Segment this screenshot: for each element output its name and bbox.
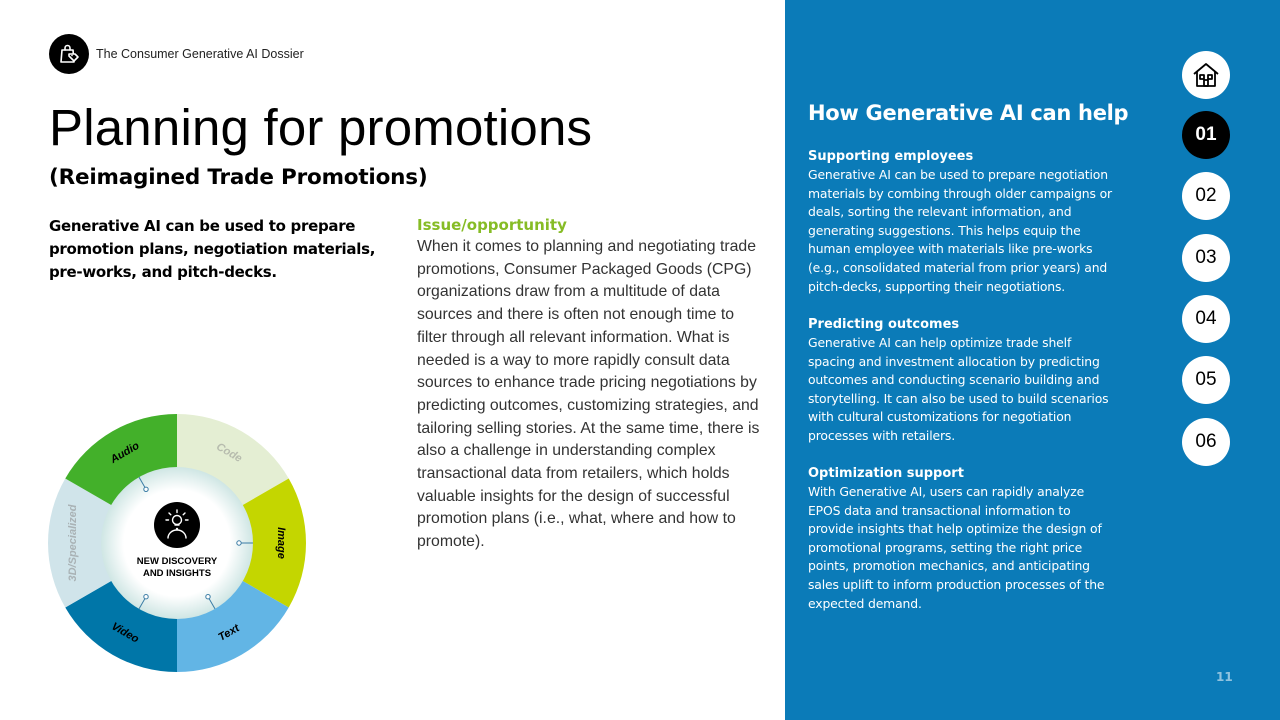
section-heading: Supporting employees: [808, 149, 974, 164]
wheel-svg: [48, 414, 306, 672]
nav-item-05[interactable]: 05: [1182, 356, 1230, 404]
shopping-bag-tag-icon: [49, 34, 89, 74]
section-body: Generative AI can help optimize trade shelf spacing and investment allocation by predicting outcomes and conducting scenario building and storytelling. It can also be used to build scenarios with cultural customizations for negotiation processes with retailers.: [808, 335, 1109, 443]
wheel-label-audio: Audio: [108, 439, 142, 466]
panel-section-optimization-support: [808, 465, 1118, 613]
wheel-center-label-2: AND INSIGHTS: [142, 568, 212, 579]
home-icon: [1192, 62, 1220, 88]
panel-title: How Generative AI can help: [808, 101, 1129, 125]
section-body: With Generative AI, users can rapidly analyze EPOS data and transactional information to provide insights that help optimize the design of promotional programs, setting the right price points, promotion mechanics, and anticipating sales uplift to inform production processes of the expected demand.: [808, 484, 1105, 611]
section-heading: Optimization support: [808, 466, 964, 481]
issue-opportunity: [417, 215, 767, 554]
nav-item-04[interactable]: 04: [1182, 295, 1230, 343]
document-header: [49, 34, 304, 74]
page-subtitle: (Reimagined Trade Promotions): [49, 165, 428, 190]
generative-ai-modalities-wheel: [48, 414, 306, 672]
section-heading: Predicting outcomes: [808, 317, 960, 332]
wheel-label-image: Image: [275, 527, 288, 559]
wheel-label-3d-specialized: 3D/Specialized: [66, 504, 79, 582]
issue-heading: Issue/opportunity: [417, 216, 567, 234]
home-button[interactable]: [1182, 51, 1230, 99]
nav-item-03[interactable]: 03: [1182, 234, 1230, 282]
wheel-connector-dot: [144, 487, 148, 491]
wheel-label-code: Code: [214, 440, 244, 465]
page-title: Planning for promotions: [49, 99, 593, 156]
wheel-connector-dot: [144, 594, 148, 598]
section-body: Generative AI can be used to prepare negotiation materials by combing through older campaigns or deals, sorting the relevant information, and generating suggestions. This helps equip the human employee with materials like pre-works (e.g., consolidated material from prior years) and pitch-decks, supporting their negotiations.: [808, 167, 1112, 294]
panel-section-predicting-outcomes: [808, 316, 1118, 446]
nav-item-02[interactable]: 02: [1182, 172, 1230, 220]
wheel-connector-dot: [237, 541, 241, 545]
issue-body: When it comes to planning and negotiating trade promotions, Consumer Packaged Goods (CPG) organizations draw from a multitude of data sources and there is often not enough time to filter through all relevant information. What is needed is a way to more rapidly consult data sources to enhance trade pricing negotiations by predicting outcomes, customizing strategies, and tailoring selling stories. At the same time, there is also a challenge in understanding complex transactional data from retailers, which holds valuable insights for the design of successful promotion plans (i.e., what, where and how to promote).: [417, 238, 760, 551]
nav-item-06[interactable]: 06: [1182, 418, 1230, 466]
page-number: 11: [1216, 670, 1233, 684]
nav-item-01[interactable]: 01: [1182, 111, 1230, 159]
wheel-connector-dot: [206, 594, 210, 598]
document-title: The Consumer Generative AI Dossier: [96, 47, 304, 61]
panel-section-supporting-employees: [808, 148, 1118, 296]
wheel-center-label-1: NEW DISCOVERY: [136, 556, 218, 567]
lead-paragraph: Generative AI can be used to prepare promotion plans, negotiation materials, pre-works, and pitch-decks.: [49, 217, 376, 281]
wheel-label-video: Video: [109, 620, 141, 646]
wheel-label-text: Text: [216, 622, 242, 644]
